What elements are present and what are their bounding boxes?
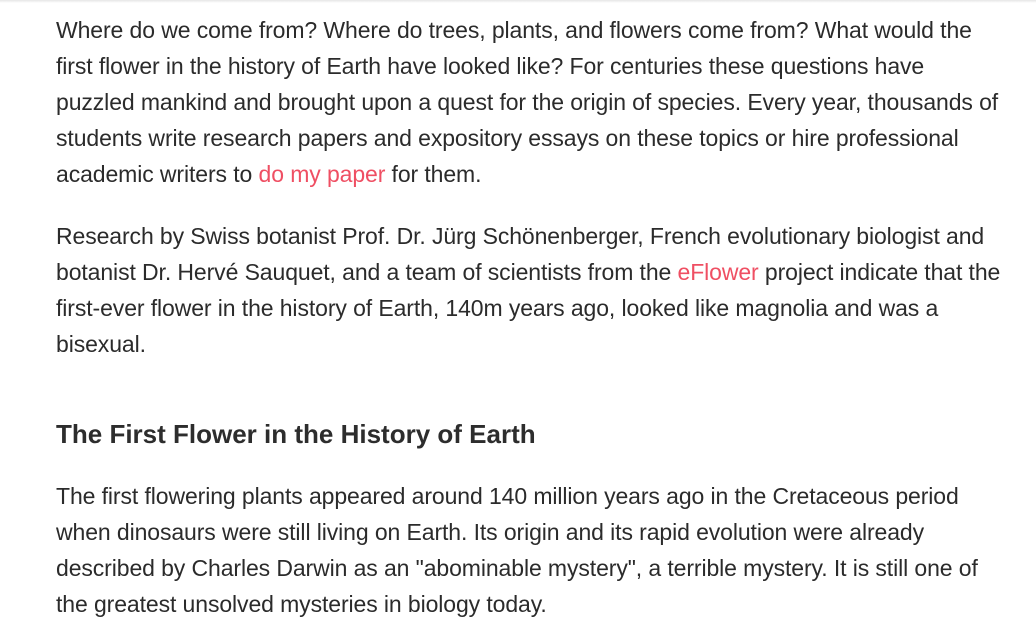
research-text-before-link: Research by Swiss botanist Prof. Dr. Jürg Schönenberger, French evolutionary biologist and botanist Dr. Hervé Sauquet, and a team of scientists from the [56, 223, 985, 285]
research-text-after-link: project indicate that the first-ever flower in the history of Earth, 140m years ago, looked like magnolia and was a bisexual. [56, 259, 1001, 357]
do-my-paper-link[interactable]: do my paper [258, 161, 386, 187]
first-flower-paragraph: The first flowering plants appeared around 140 million years ago in the Cretaceous period when dinosaurs were still living on Earth. Its origin and its rapid evolution were already described by Charles Darwin as an "abominable mystery", a terrible mystery. It is still one of the greatest unsolved mysteries in biology today. [56, 483, 978, 617]
research-paragraph [56, 218, 1006, 362]
intro-text-before-link: Where do we come from? Where do trees, plants, and flowers come from? What would the first flower in the history of Earth have looked like? For centuries these questions have puzzled mankind and brought upon a quest for the origin of species. Every year, thousands of students write research papers and expository essays on these topics or hire professional academic writers to [56, 17, 999, 187]
intro-paragraph [56, 12, 1006, 192]
intro-text-after-link: for them. [385, 161, 482, 187]
top-edge-shadow [0, 0, 1036, 3]
section-heading: The First Flower in the History of Earth [56, 419, 536, 449]
eflower-link[interactable]: eFlower [677, 259, 759, 285]
article-body [56, 12, 1006, 622]
